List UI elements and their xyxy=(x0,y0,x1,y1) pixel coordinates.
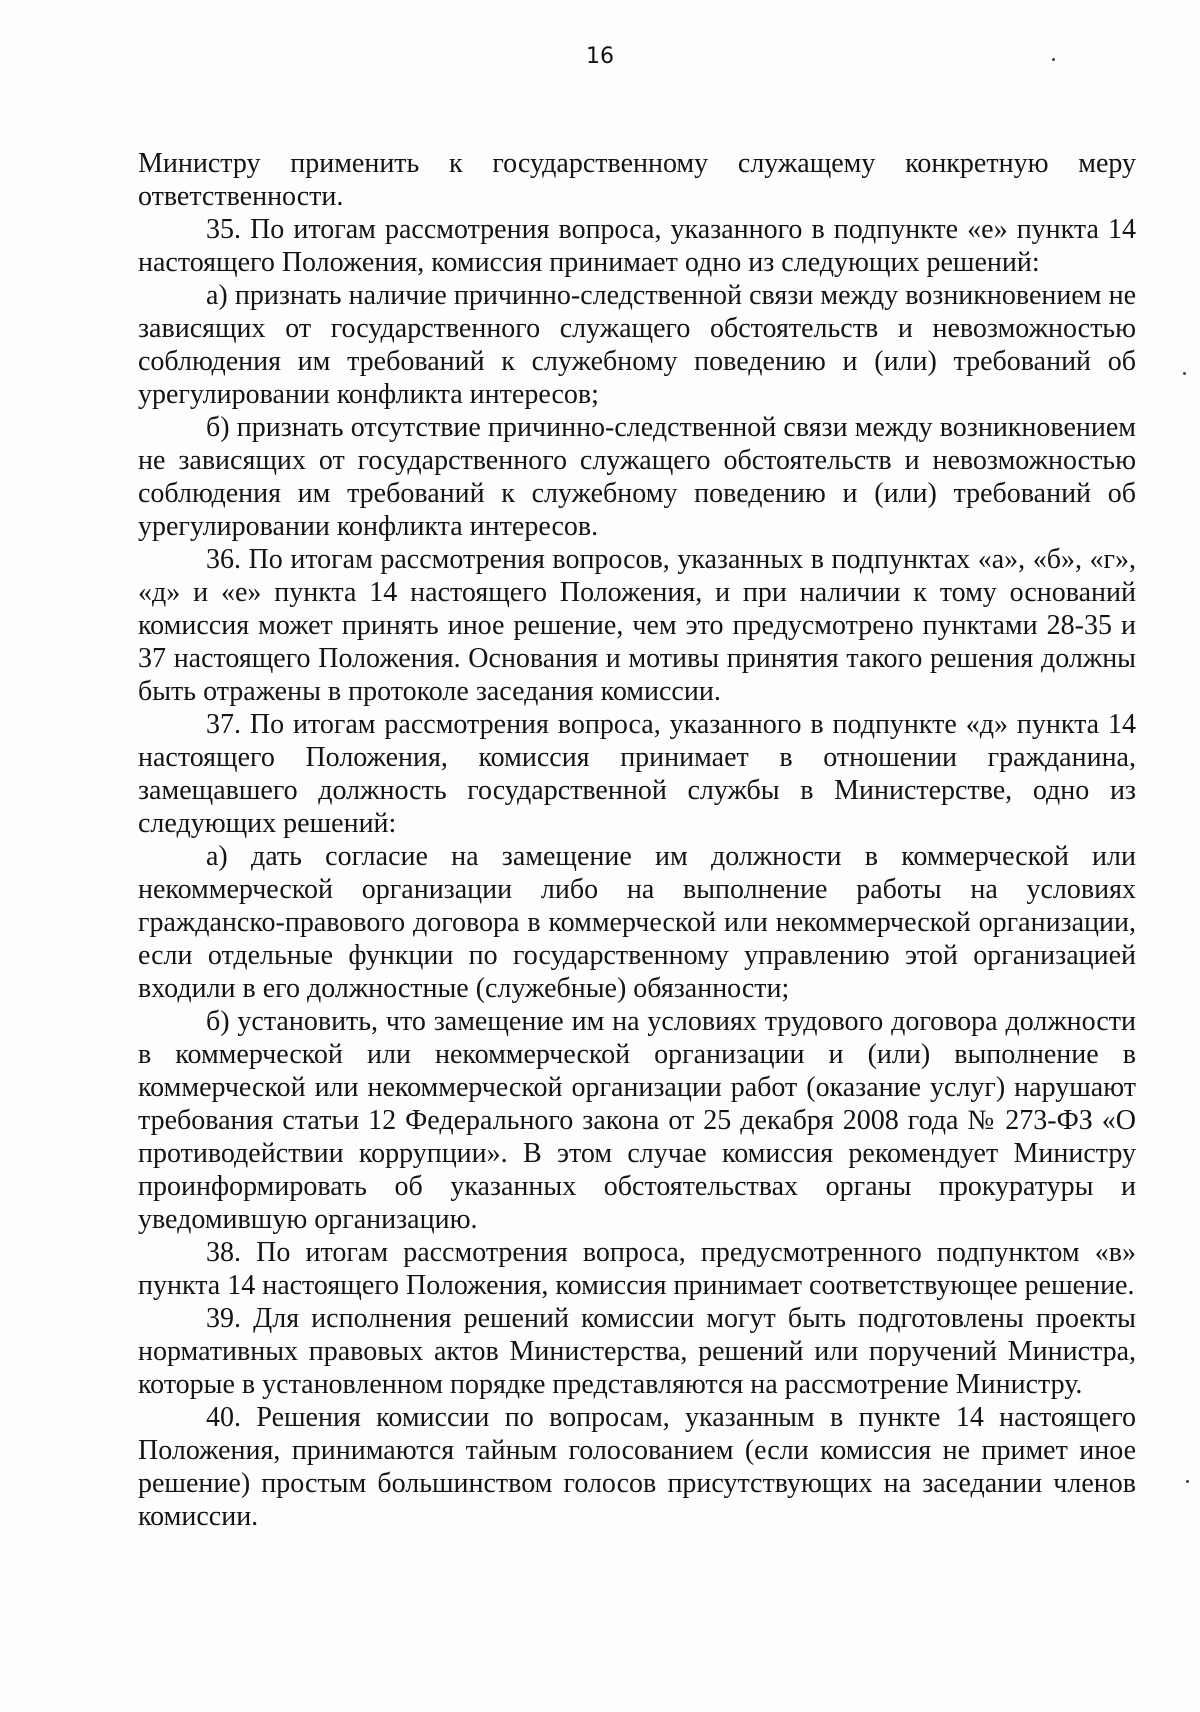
paragraph-37: 37. По итогам рассмотрения вопроса, указанного в подпункте «д» пункта 14 настоящего Положения, комиссия принимает в отношении гражданина, замещавшего должность государственной службы в Министерстве, одно из следующих решений: xyxy=(138,709,1136,839)
paragraph-35: 35. По итогам рассмотрения вопроса, указанного в подпункте «е» пункта 14 настоящего Положения, комиссия принимает одно из следующих решений: xyxy=(138,214,1136,278)
paragraph-35-a: а) признать наличие причинно-следственной связи между возникновением не зависящих от государственного служащего обстоятельств и невозможностью соблюдения им требований к служебному поведению и (или) требований об урегулировании конфликта интересов; xyxy=(138,280,1136,410)
paragraph-39: 39. Для исполнения решений комиссии могут быть подготовлены проекты нормативных правовых актов Министерства, решений или поручений Министра, которые в установленном порядке представляются на рассмотрение Министру. xyxy=(138,1303,1136,1400)
paragraph-37-a: а) дать согласие на замещение им должности в коммерческой или некоммерческой организации либо на выполнение работы на условиях гражданско-правового договора в коммерческой или некоммерческой организации, если отдельные функции по государственному управлению этой организацией входили в его должностные (служебные) обязанности; xyxy=(138,841,1136,1004)
paragraph-40: 40. Решения комиссии по вопросам, указанным в пункте 14 настоящего Положения, принимаются тайным голосованием (если комиссия не примет иное решение) простым большинством голосов присутствующих на заседании членов комиссии. xyxy=(138,1402,1136,1532)
paragraph-36: 36. По итогам рассмотрения вопросов, указанных в подпунктах «а», «б», «г», «д» и «е» пункта 14 настоящего Положения, и при наличии к тому оснований комиссия может принять иное решение, чем это предусмотрено пунктами 28-35 и 37 настоящего Положения. Основания и мотивы принятия такого решения должны быть отражены в протоколе заседания комиссии. xyxy=(138,544,1136,707)
document-body xyxy=(138,147,1136,1533)
scan-speck xyxy=(1052,58,1055,61)
paragraph-38: 38. По итогам рассмотрения вопроса, предусмотренного подпунктом «в» пункта 14 настоящего Положения, комиссия принимает соответствующее решение. xyxy=(138,1237,1136,1301)
page-number: 16 xyxy=(586,44,614,69)
paragraph-37-b: б) установить, что замещение им на условиях трудового договора должности в коммерческой или некоммерческой организации и (или) выполнение в коммерческой или некоммерческой организации работ (оказание услуг) нарушают требования статьи 12 Федерального закона от 25 декабря 2008 года № 273-ФЗ «О противодействии коррупции». В этом случае комиссия рекомендует Министру проинформировать об указанных обстоятельствах органы прокуратуры и уведомившую организацию. xyxy=(138,1006,1136,1235)
paragraph-35-b: б) признать отсутствие причинно-следственной связи между возникновением не зависящих от государственного служащего обстоятельств и невозможностью соблюдения им требований к служебному поведению и (или) требований об урегулировании конфликта интересов. xyxy=(138,412,1136,542)
scan-speck xyxy=(1183,372,1186,375)
paragraph-continuation: Министру применить к государственному служащему конкретную меру ответственности. xyxy=(138,148,1136,212)
scan-speck xyxy=(1186,1480,1189,1483)
